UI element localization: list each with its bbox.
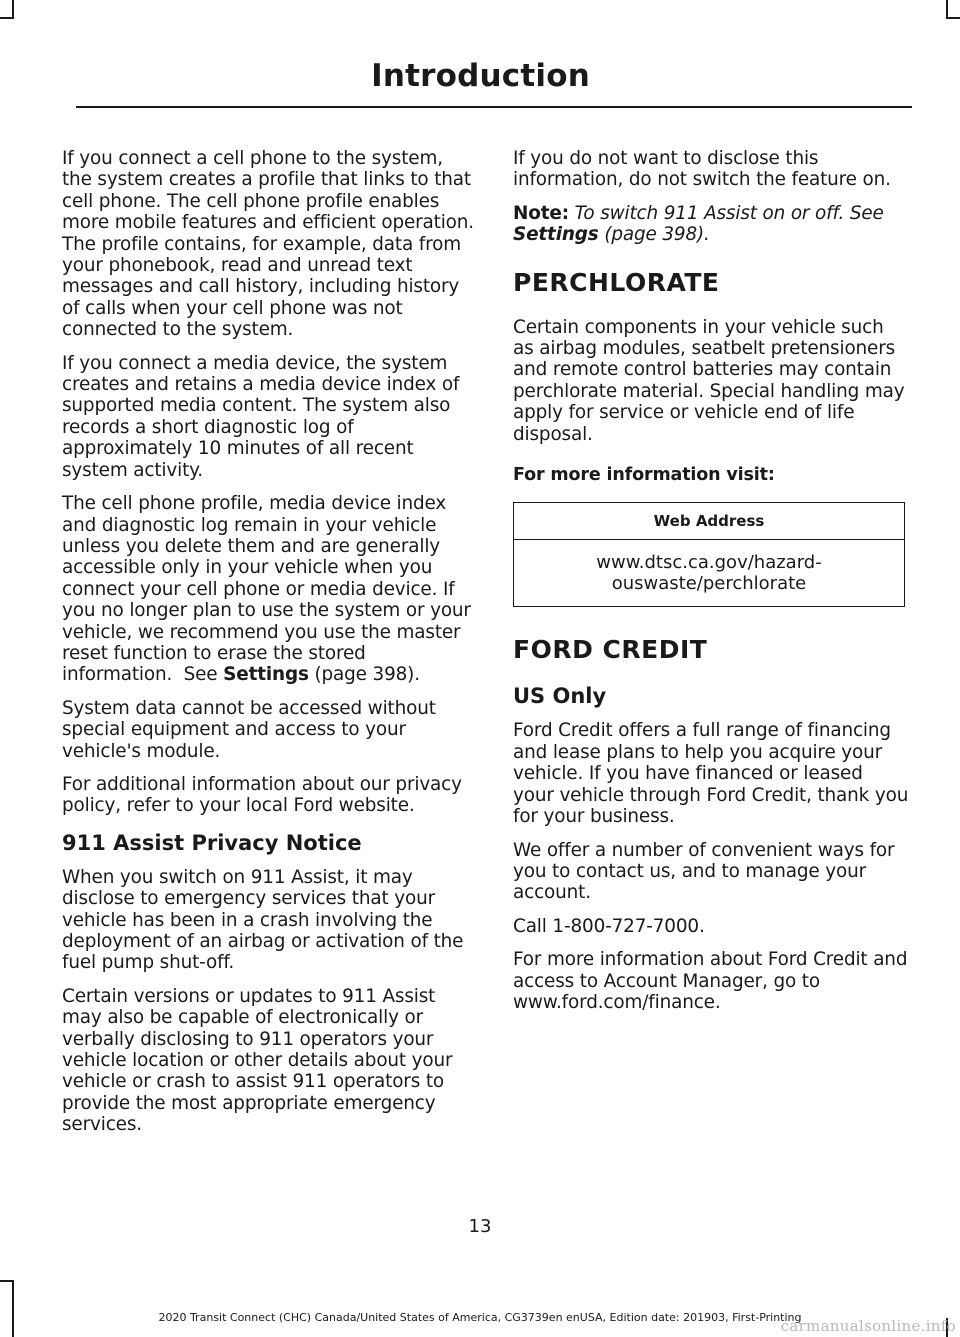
paragraph-disclose-opt-out: If you do not want to disclose this information, do not switch the feature on. (513, 148, 891, 191)
paragraph-contact-ways: We offer a number of convenient ways for you to contact us, and to manage your account. (513, 839, 895, 904)
table-header-web-address: Web Address (514, 503, 905, 540)
paragraph-911-versions: Certain versions or updates to 911 Assist may also be capable of electronically or verbally disclosing to 911 operators your vehicle location or other details about your vehicle or crash to assist 911 operators to provide the most appropriate emergency services. (62, 985, 453, 1136)
crop-mark-bottom-left (0, 1280, 14, 1282)
web-address-table (513, 502, 905, 607)
paragraph-media-device: If you connect a media device, the system creates and retains a media device index of supported media content. The system also records a short diagnostic log of approximately 10 minutes of all recent system activity. (62, 352, 460, 481)
left-column (62, 148, 476, 1148)
note (513, 203, 909, 246)
header-divider (76, 106, 912, 108)
crop-mark-top-left (0, 17, 14, 19)
table-cell-url[interactable]: www.dtsc.ca.gov/hazard-ouswaste/perchlorate (514, 540, 905, 607)
watermark: carmanualsonline.info (780, 1317, 956, 1335)
right-column (513, 148, 909, 1025)
note-page-reference: (page 398). (604, 224, 710, 246)
note-text: To switch 911 Assist on or off. See (574, 202, 884, 224)
page-reference: (page 398). (314, 664, 420, 686)
paragraph-phone: Call 1-800-727-7000. (513, 915, 705, 937)
heading-ford-credit: FORD CREDIT (513, 635, 708, 665)
paragraph-account-manager: For more information about Ford Credit and access to Account Manager, go to www.ford.com/finance. (513, 949, 908, 1013)
heading-perchlorate: PERCHLORATE (513, 267, 720, 297)
heading-911-privacy: 911 Assist Privacy Notice (62, 830, 362, 855)
heading-us-only: US Only (513, 684, 607, 709)
note-label: Note: (513, 202, 569, 224)
crop-mark-bottom-left (12, 1280, 14, 1337)
paragraph-data-retention (62, 493, 476, 686)
paragraph-system-data: System data cannot be accessed without special equipment and access to your vehicle's module. (62, 697, 436, 762)
crop-mark-top-right (946, 17, 960, 19)
page-number: 13 (468, 1216, 492, 1237)
see-text: See (183, 664, 218, 686)
footer-edition-info: 2020 Transit Connect (CHC) Canada/United States of America, CG3739en enUSA, Edition date: 201903, First-Printing (158, 1311, 802, 1324)
note-settings-link[interactable]: Settings (513, 224, 599, 246)
settings-link[interactable]: Settings (223, 664, 309, 686)
paragraph-text: The cell phone profile, media device index and diagnostic log remain in your vehicle unless you delete them and are generally accessible only in your vehicle when you connect your cell phone or media device. If you no longer plan to use the system or your vehicle, we recommend you use the master reset function to erase the stored information. (62, 493, 471, 686)
more-info-label: For more information visit: (513, 465, 775, 486)
paragraph-privacy-policy: For additional information about our privacy policy, refer to your local Ford website. (62, 773, 462, 817)
paragraph-911-disclosure: When you switch on 911 Assist, it may disclose to emergency services that your vehicle has been in a crash involving the deployment of an airbag or activation of the fuel pump shut-off. (62, 866, 464, 974)
paragraph-perchlorate: Certain components in your vehicle such as airbag modules, seatbelt pretensioners and remote control batteries may contain perchlorate material. Special handling may apply for service or vehicle end of life disposal. (513, 316, 905, 445)
paragraph-ford-credit-offers: Ford Credit offers a full range of financing and lease plans to help you acquire your vehicle. If you have financed or leased your vehicle through Ford Credit, thank you for your business. (513, 720, 909, 828)
page-title: Introduction (371, 58, 590, 94)
paragraph-cell-phone-profile: If you connect a cell phone to the system, the system creates a profile that links to that cell phone. The cell phone profile enables more mobile features and efficient operation. The profile contains, for example, data from your phonebook, read and unread text messages and call history, including history of calls when your cell phone was not connected to the system. (62, 148, 474, 341)
